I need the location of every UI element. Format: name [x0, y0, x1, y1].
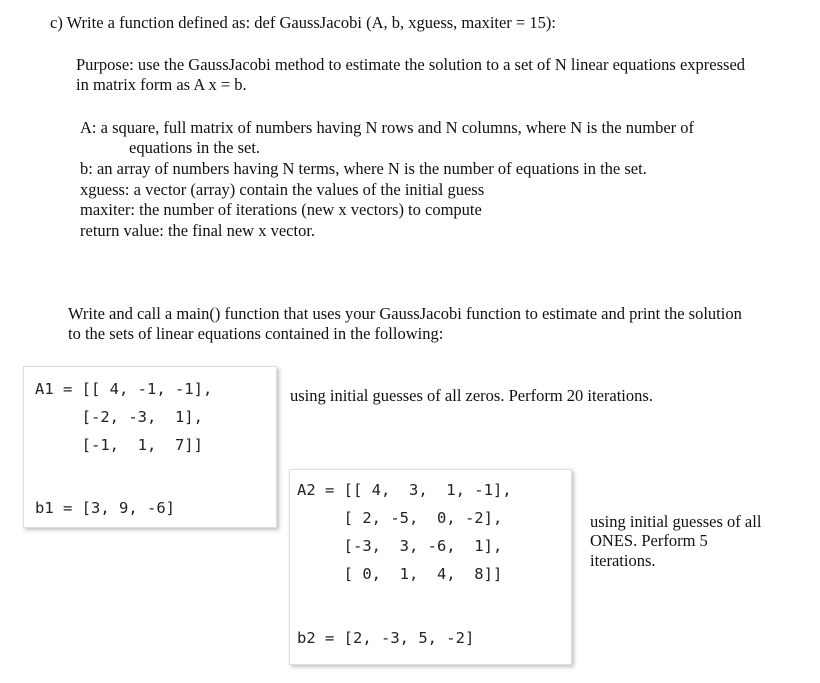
param-a-line-1: A: a square, full matrix of numbers having N rows and N columns, where N is the number of: [80, 118, 695, 137]
system2-note-line-1: using initial guesses of all: [590, 512, 762, 531]
param-a-line-2: equations in the set.: [129, 138, 261, 157]
vector-b2: b2 = [2, -3, 5, -2]: [297, 629, 475, 647]
system1-note: using initial guesses of all zeros. Perform 20 iterations.: [290, 386, 653, 405]
section-heading: c) Write a function defined as: def GaussJacobi (A, b, xguess, maxiter = 15):: [50, 13, 556, 32]
param-maxiter-line: maxiter: the number of iterations (new x vectors) to compute: [80, 200, 482, 219]
matrix-a2-row-4: [ 0, 1, 4, 8]]: [297, 565, 503, 583]
system2-code-box: [289, 469, 572, 665]
main-instruction-line-1: Write and call a main() function that uses your GaussJacobi function to estimate and print the solution: [68, 304, 742, 323]
matrix-a1-row-2: [-2, -3, 1],: [35, 408, 203, 426]
system2-note-line-3: iterations.: [590, 551, 656, 570]
system2-note-line-2: ONES. Perform 5: [590, 531, 708, 550]
param-b-line: b: an array of numbers having N terms, where N is the number of equations in the set.: [80, 159, 647, 178]
matrix-a2-row-3: [-3, 3, -6, 1],: [297, 537, 503, 555]
matrix-a2-row-2: [ 2, -5, 0, -2],: [297, 509, 503, 527]
purpose-line-1: Purpose: use the GaussJacobi method to estimate the solution to a set of N linear equations expressed: [76, 55, 746, 74]
param-return-line: return value: the final new x vector.: [80, 221, 316, 240]
matrix-a2-row-1: A2 = [[ 4, 3, 1, -1],: [297, 481, 512, 499]
purpose-line-2: in matrix form as A x = b.: [76, 75, 247, 94]
param-xguess-line: xguess: a vector (array) contain the values of the initial guess: [80, 180, 485, 199]
main-instruction-line-2: to the sets of linear equations contained in the following:: [68, 324, 444, 343]
matrix-a1-row-3: [-1, 1, 7]]: [35, 436, 203, 454]
system1-code-box: [23, 366, 277, 528]
vector-b1: b1 = [3, 9, -6]: [35, 499, 175, 517]
matrix-a1-row-1: A1 = [[ 4, -1, -1],: [35, 380, 213, 398]
